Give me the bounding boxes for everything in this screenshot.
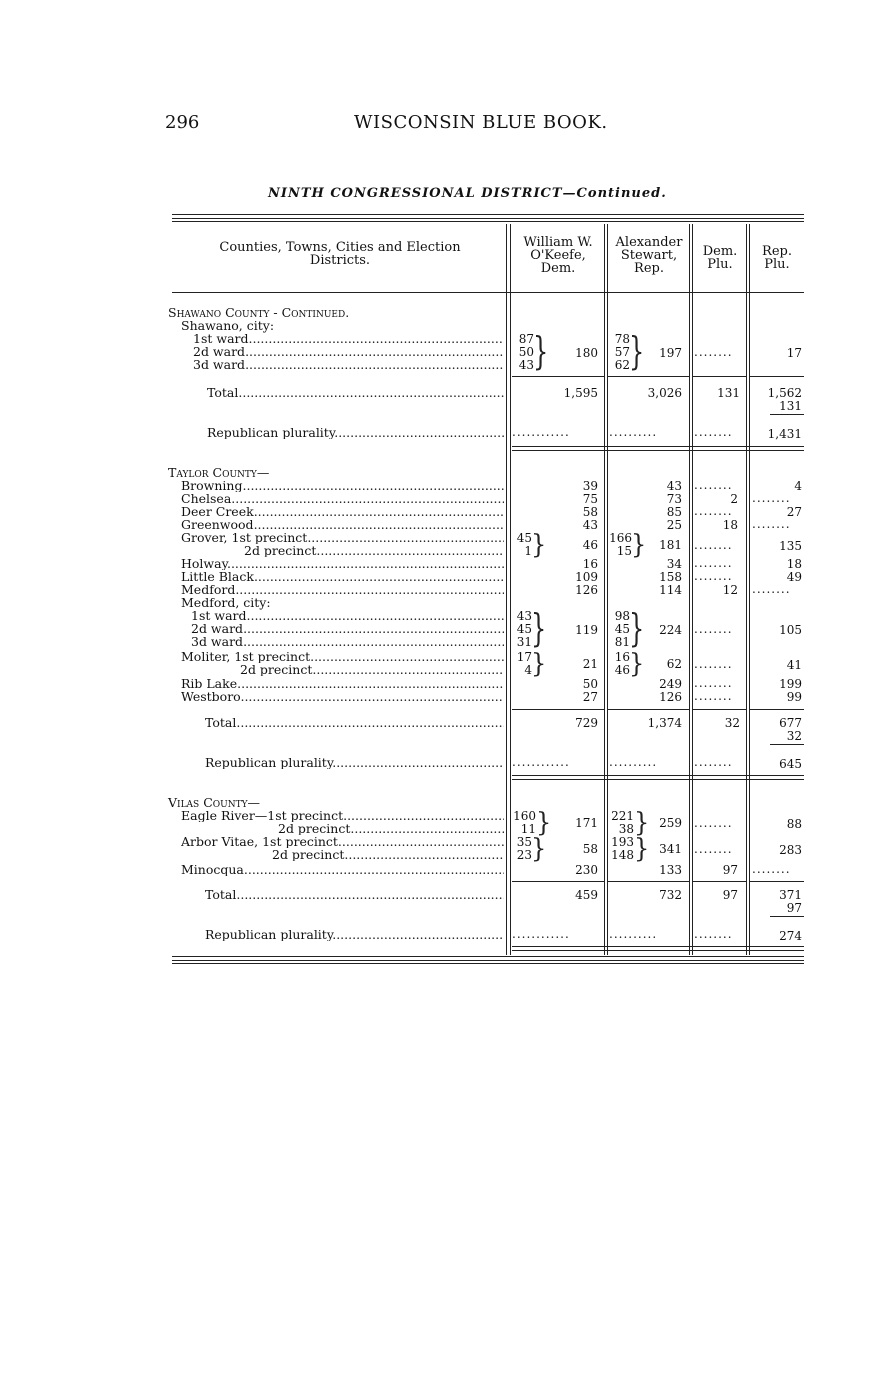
leader-dots: ........ (694, 345, 733, 359)
col-header-place: Counties, Towns, Cities and Election Districts. (219, 240, 461, 268)
moliter-dem: 21 (582, 657, 598, 671)
grover-dem-2: 1 (524, 544, 532, 558)
taylor-browning-rep: 43 (666, 479, 682, 493)
medford-rep-1: 98 (614, 609, 630, 623)
leader-dots: ........ (694, 816, 733, 830)
table-caption: NINTH CONGRESSIONAL DISTRICT—Continued. (268, 186, 667, 201)
brace-icon: } (634, 806, 650, 838)
arbor-rep: 341 (659, 842, 682, 856)
taylor-rib-lake-rep: 249 (659, 677, 682, 691)
county-heading-vilas: Vilas County— (168, 795, 261, 810)
medford-ward-1: 1st ward ..... (191, 609, 504, 622)
brace-icon: } (531, 647, 547, 679)
brace-icon: } (536, 806, 552, 838)
medford-ward-3: 3d ward ..... (191, 635, 504, 648)
shawano-rep-ward-3: 62 (614, 358, 630, 372)
taylor-row-browning: Browning ..... (181, 479, 504, 492)
shawano-total-dem-plu: 131 (717, 386, 740, 400)
col-header-dem-plu: Dem. Plu. (702, 244, 738, 272)
taylor-medford-dem: 126 (575, 583, 598, 597)
vilas-total-label: Total ..... (205, 888, 504, 901)
shawano-ward-1: 1st ward ..... (193, 332, 504, 345)
eagle-dem-1: 160 (513, 809, 536, 823)
taylor-total-rep: 1,374 (647, 716, 682, 730)
leader-dots: ........ (694, 538, 733, 552)
leader-dots: ........ (694, 478, 733, 492)
leader-dots: ........ (752, 582, 791, 596)
taylor-row-greenwood: Greenwood ..... (181, 518, 504, 531)
grover-rep-plu: 135 (779, 539, 802, 553)
leader-dots: .......... (609, 755, 658, 769)
taylor-rib-lake-rep-plu: 199 (779, 677, 802, 691)
leader-dots: ........ (752, 491, 791, 505)
grover-dem-1: 45 (516, 531, 532, 545)
vilas-plurality-label: Republican plurality ..... (205, 928, 504, 941)
shawano-ward-2: 2d ward ..... (193, 345, 504, 358)
arbor-dem: 58 (582, 842, 598, 856)
grover-rep-1: 166 (609, 531, 632, 545)
leader-dots: .......... (609, 425, 658, 439)
leader-dots: ............ (512, 927, 570, 941)
medford-rep-3: 81 (614, 635, 630, 649)
taylor-medford-dem-plu: 12 (722, 583, 738, 597)
brace-icon: } (533, 328, 549, 374)
minocqua-dem: 230 (575, 863, 598, 877)
moliter-dem-2: 4 (524, 663, 532, 677)
vilas-total-dem: 459 (575, 888, 598, 902)
leader-dots: ........ (694, 657, 733, 671)
arbor-rep-1: 193 (611, 835, 634, 849)
eagle-rep-1: 221 (611, 809, 634, 823)
moliter-dem-1: 17 (516, 650, 532, 664)
leader-dots: ........ (694, 622, 733, 636)
leader-dots: .......... (609, 927, 658, 941)
eagle-rep-plu: 88 (786, 817, 802, 831)
medford-ward-2: 2d ward ..... (191, 622, 504, 635)
shawano-dem-total: 180 (575, 346, 598, 360)
vilas-row-minocqua: Minocqua ..... (181, 863, 504, 876)
arbor-rep-plu: 283 (779, 843, 802, 857)
brace-icon: } (629, 328, 645, 374)
brace-icon: } (531, 605, 547, 651)
leader-dots: ........ (694, 927, 733, 941)
brace-icon: } (634, 832, 650, 864)
vilas-total-rep-plu: 371 (779, 888, 802, 902)
taylor-chelsea-dem-plu: 2 (730, 492, 738, 506)
medford-dem-3: 31 (516, 635, 532, 649)
moliter-rep-2: 46 (614, 663, 630, 677)
taylor-row-rib-lake: Rib Lake ..... (181, 677, 504, 690)
col-header-dem: William W. O'Keefe, Dem. (523, 235, 593, 276)
leader-dots: ........ (694, 676, 733, 690)
vilas-total-dem-plu: 97 (722, 888, 738, 902)
taylor-westboro-rep: 126 (659, 690, 682, 704)
vilas-total-rep-plu-less: 97 (786, 901, 802, 915)
taylor-greenwood-dem: 43 (582, 518, 598, 532)
taylor-row-chelsea: Chelsea ..... (181, 492, 504, 505)
taylor-chelsea-rep: 73 (666, 492, 682, 506)
taylor-moliter-p1: Moliter, 1st precinct ..... (181, 650, 504, 663)
taylor-little-black-rep-plu: 49 (786, 570, 802, 584)
taylor-holway-rep: 34 (666, 557, 682, 571)
arbor-dem-2: 23 (516, 848, 532, 862)
county-heading-taylor: Taylor County— (168, 465, 270, 480)
brace-icon: } (531, 528, 547, 560)
taylor-medford-rep: 114 (659, 583, 682, 597)
moliter-rep-1: 16 (614, 650, 630, 664)
taylor-holway-dem: 16 (582, 557, 598, 571)
leader-dots: ........ (694, 842, 733, 856)
leader-dots: ........ (752, 862, 791, 876)
taylor-westboro-dem: 27 (582, 690, 598, 704)
col-header-rep: Alexander Stewart, Rep. (615, 235, 683, 276)
taylor-browning-rep-plu: 4 (794, 479, 802, 493)
taylor-deer-creek-rep: 85 (666, 505, 682, 519)
vilas-arbor-p2: 2d precinct ..... (272, 848, 504, 861)
shawano-rep-total: 197 (659, 346, 682, 360)
shawano-city-label: Shawano, city: (181, 318, 275, 333)
leader-dots: ............ (512, 425, 570, 439)
shawano-rep-ward-2: 57 (614, 345, 630, 359)
leader-dots: ........ (694, 755, 733, 769)
arbor-dem-1: 35 (516, 835, 532, 849)
taylor-deer-creek-rep-plu: 27 (786, 505, 802, 519)
taylor-little-black-dem: 109 (575, 570, 598, 584)
medford-rep: 224 (659, 623, 682, 637)
vilas-arbor-p1: Arbor Vitae, 1st precinct ..... (181, 835, 504, 848)
shawano-rep-ward-1: 78 (614, 332, 630, 346)
taylor-row-westboro: Westboro ..... (181, 690, 504, 703)
brace-icon: } (531, 832, 547, 864)
minocqua-rep: 133 (659, 863, 682, 877)
grover-dem: 46 (582, 538, 598, 552)
medford-city-label: Medford, city: (181, 595, 271, 610)
taylor-total-label: Total ..... (205, 716, 504, 729)
vilas-eagle-p2: 2d precinct ..... (278, 822, 504, 835)
taylor-westboro-rep-plu: 99 (786, 690, 802, 704)
taylor-grover-p1: Grover, 1st precinct ..... (181, 531, 504, 544)
medford-dem: 119 (575, 623, 598, 637)
taylor-little-black-rep: 158 (659, 570, 682, 584)
shawano-total-dem: 1,595 (563, 386, 598, 400)
taylor-grover-p2: 2d precinct ..... (244, 544, 504, 557)
taylor-row-holway: Holway ..... (181, 557, 504, 570)
minocqua-dem-plu: 97 (722, 863, 738, 877)
eagle-rep: 259 (659, 816, 682, 830)
leader-dots: ........ (694, 504, 733, 518)
taylor-holway-rep-plu: 18 (786, 557, 802, 571)
taylor-row-deer-creek: Deer Creek ..... (181, 505, 504, 518)
shawano-dem-ward-2: 50 (518, 345, 534, 359)
shawano-plurality-label: Republican plurality ..... (207, 426, 504, 439)
shawano-dem-ward-1: 87 (518, 332, 534, 346)
taylor-row-little-black: Little Black ..... (181, 570, 504, 583)
taylor-total-dem: 729 (575, 716, 598, 730)
eagle-dem-2: 11 (520, 822, 536, 836)
taylor-rib-lake-dem: 50 (582, 677, 598, 691)
medford-dem-1: 43 (516, 609, 532, 623)
leader-dots: ............ (512, 755, 570, 769)
leader-dots: ........ (752, 517, 791, 531)
leader-dots: ........ (694, 425, 733, 439)
leader-dots: ........ (694, 689, 733, 703)
shawano-total-rep-plu: 1,562 (767, 386, 802, 400)
moliter-rep-plu: 41 (786, 658, 802, 672)
running-head: WISCONSIN BLUE BOOK. (354, 112, 608, 133)
vilas-total-rep: 732 (659, 888, 682, 902)
taylor-greenwood-dem-plu: 18 (722, 518, 738, 532)
shawano-total-rep: 3,026 (647, 386, 682, 400)
taylor-greenwood-rep: 25 (666, 518, 682, 532)
taylor-total-dem-plu: 32 (724, 716, 740, 730)
taylor-plurality-label: Republican plurality ..... (205, 756, 504, 769)
vilas-plurality: 274 (779, 929, 802, 943)
shawano-total-label: Total ..... (207, 386, 504, 399)
taylor-row-medford: Medford ..... (181, 583, 504, 596)
taylor-plurality: 645 (779, 757, 802, 771)
eagle-dem: 171 (575, 816, 598, 830)
medford-dem-2: 45 (516, 622, 532, 636)
brace-icon: } (629, 647, 645, 679)
county-heading-shawano: Shawano County - Continued. (168, 305, 350, 320)
col-header-rep-plu: Rep. Plu. (762, 244, 792, 272)
brace-icon: } (631, 528, 647, 560)
shawano-dem-ward-3: 43 (518, 358, 534, 372)
page-number: 296 (165, 112, 200, 133)
vilas-eagle-p1: Eagle River—1st precinct ..... (181, 809, 504, 822)
brace-icon: } (629, 605, 645, 651)
arbor-rep-2: 148 (611, 848, 634, 862)
grover-rep: 181 (659, 538, 682, 552)
moliter-rep: 62 (666, 657, 682, 671)
shawano-rep-plu: 17 (786, 346, 802, 360)
taylor-chelsea-dem: 75 (582, 492, 598, 506)
leader-dots: ........ (694, 569, 733, 583)
taylor-moliter-p2: 2d precinct ..... (240, 663, 504, 676)
taylor-deer-creek-dem: 58 (582, 505, 598, 519)
taylor-browning-dem: 39 (582, 479, 598, 493)
shawano-ward-3: 3d ward ..... (193, 358, 504, 371)
grover-rep-2: 15 (616, 544, 632, 558)
taylor-total-rep-plu-less: 32 (786, 729, 802, 743)
shawano-total-rep-plu-less: 131 (779, 399, 802, 413)
medford-rep-2: 45 (614, 622, 630, 636)
eagle-rep-2: 38 (618, 822, 634, 836)
leader-dots: ........ (694, 556, 733, 570)
medford-rep-plu: 105 (779, 623, 802, 637)
taylor-total-rep-plu: 677 (779, 716, 802, 730)
shawano-plurality: 1,431 (767, 427, 802, 441)
